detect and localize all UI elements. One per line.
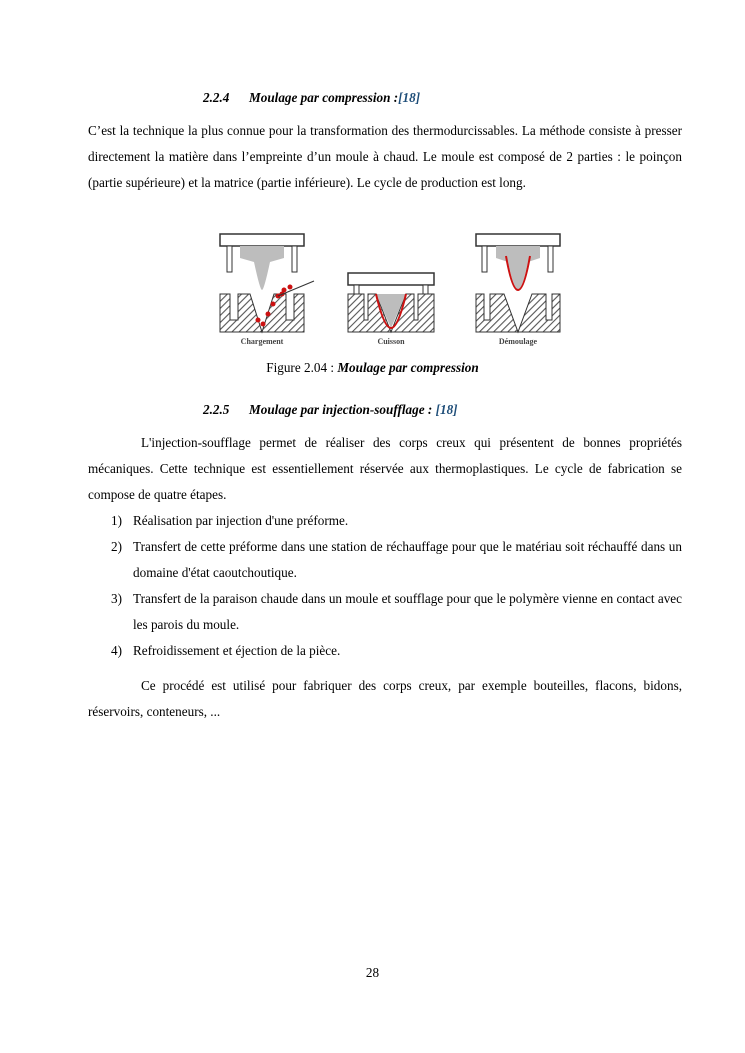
step-demoulage [476,234,560,346]
material-granule [266,312,271,317]
material-granule [256,318,261,323]
step-chargement [220,234,314,346]
material-granule [271,302,276,307]
punch-raised [476,234,560,290]
list-number: 3) [111,591,122,606]
section-number: 2.2.5 [203,402,230,417]
section-number: 2.2.4 [203,90,230,105]
paragraph-conclusion: Ce procédé est utilisé pour fabriquer des corps creux, par exemple bouteilles, flacons, bidons, réservoirs, conteneurs, ... [88,678,682,719]
die-matrix [220,281,314,332]
material-granule [288,285,293,290]
list-item [88,586,682,638]
list-text: Transfert de cette préforme dans une station de réchauffage pour que le matériau soit réchauffé dans un domaine d'état caoutchoutique. [133,539,682,580]
paragraph-compression: C’est la technique la plus connue pour la transformation des thermodurcissables. La méthode consiste à presser directement la matière dans l’empreinte d’un moule à chaud. Le moule est composé de 2 parties : le poinçon (partie supérieure) et la matrice (partie inférieure). Le cycle de production est long. [88,123,682,190]
step-cuisson [348,273,434,346]
caption-title: Moulage par compression [337,360,479,375]
section-heading-2-2-4 [203,90,420,106]
citation-link[interactable]: [18] [435,402,458,417]
die-matrix [476,294,560,332]
list-number: 2) [111,539,122,554]
step-label-demoulage: Démoulage [498,337,538,346]
section-heading-2-2-5 [203,402,458,418]
paragraph-injection-blow: L'injection-soufflage permet de réaliser des corps creux qui présentent de bonnes propriétés mécaniques. Cette technique est essentiellement réservée aux thermoplastiques. Le cycle de fabrication se compose de quatre étapes. [88,435,682,502]
step-label-cuisson: Cuisson [377,337,405,346]
list-item [88,638,682,664]
list-number: 1) [111,513,122,528]
caption-prefix: Figure 2.04 : [266,360,338,375]
die-matrix [348,294,434,332]
page-number: 28 [365,965,380,980]
list-number: 4) [111,643,122,658]
list-text: Transfert de la paraison chaude dans un moule et soufflage pour que le polymère vienne en contact avec les parois du moule. [133,591,682,632]
citation-link[interactable]: [18] [398,90,421,105]
steps-list [88,508,682,664]
list-item [88,534,682,586]
material-granule [261,322,266,327]
punch-raised [220,234,304,290]
figure-caption [0,360,745,376]
list-item [88,508,682,534]
list-text: Réalisation par injection d'une préforme. [133,513,349,528]
section-title: Moulage par injection-soufflage : [249,402,436,417]
section-title: Moulage par compression : [249,90,399,105]
list-text: Refroidissement et éjection de la pièce. [133,643,341,658]
compression-molding-figure [218,232,564,350]
step-label-chargement: Chargement [240,337,284,346]
